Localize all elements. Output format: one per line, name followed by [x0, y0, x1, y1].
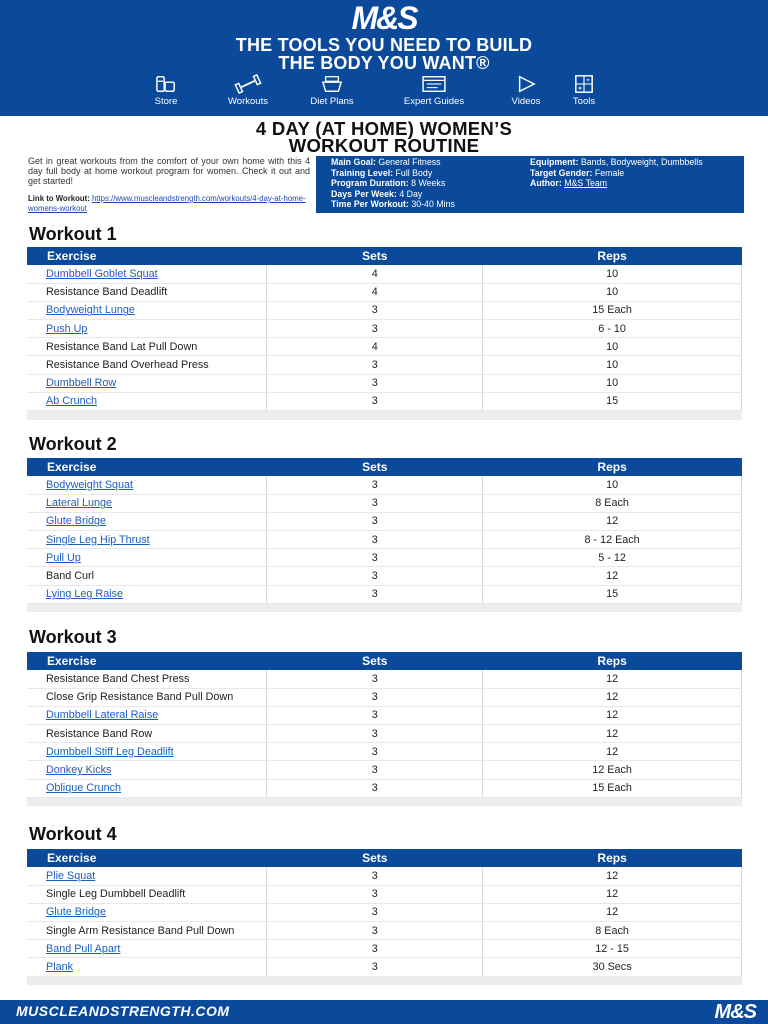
table-row [27, 885, 742, 903]
info-program-duration [331, 178, 531, 189]
reps-value: 12 [483, 743, 742, 761]
reps-value: 12 Each [483, 761, 742, 779]
sets-value: 3 [267, 779, 483, 797]
page-title-line-1: 4 DAY (AT HOME) WOMEN’S [255, 118, 513, 139]
nav-label-diet-plans: Diet Plans [310, 96, 354, 107]
info-column-left [331, 157, 531, 210]
nav-item-tools[interactable] [544, 74, 624, 107]
reps-value: 6 - 10 [483, 320, 742, 338]
sets-value: 3 [267, 688, 483, 706]
reps-value: 12 [483, 867, 742, 885]
info-program-duration-value: 8 Weeks [411, 178, 446, 189]
exercise-name[interactable]: Single Leg Hip Thrust [27, 531, 267, 549]
column-header-reps: Reps [483, 652, 742, 670]
info-program-duration-label: Program Duration: [331, 178, 409, 189]
spacer-cell [27, 411, 742, 420]
reps-value: 12 [483, 903, 742, 921]
reps-value: 12 [483, 688, 742, 706]
info-training-level-label: Training Level: [331, 167, 394, 178]
table-row [27, 338, 742, 356]
exercise-name: Single Leg Dumbbell Deadlift [27, 885, 267, 903]
workout-title: Workout 3 [29, 627, 117, 647]
exercise-name[interactable]: Bodyweight Lunge [27, 301, 267, 319]
exercise-name: Resistance Band Overhead Press [27, 356, 267, 374]
reps-value: 12 [483, 706, 742, 724]
exercise-name[interactable]: Oblique Crunch [27, 779, 267, 797]
dumbbell-icon [230, 74, 266, 94]
scale-icon [314, 74, 350, 94]
header-banner [0, 0, 768, 116]
workout-table [27, 849, 742, 985]
sets-value: 4 [267, 338, 483, 356]
sets-value: 3 [267, 867, 483, 885]
table-row [27, 688, 742, 706]
reps-value: 12 [483, 670, 742, 688]
tagline [0, 36, 768, 72]
table-row [27, 922, 742, 940]
info-author-link[interactable]: M&S Team [564, 178, 608, 189]
tagline-line-2: THE BODY YOU WANT® [278, 53, 490, 73]
store-icon [148, 74, 184, 94]
exercise-name[interactable]: Glute Bridge [27, 903, 267, 921]
reps-value: 8 Each [483, 494, 742, 512]
spacer-cell [27, 797, 742, 806]
reps-value: 10 [483, 356, 742, 374]
table-row [27, 549, 742, 567]
table-footer-spacer [27, 603, 742, 612]
sets-value: 3 [267, 356, 483, 374]
page-title [0, 120, 768, 154]
reps-value: 10 [483, 265, 742, 283]
table-row [27, 476, 742, 494]
reps-value: 15 Each [483, 779, 742, 797]
sets-value: 4 [267, 265, 483, 283]
sets-value: 3 [267, 549, 483, 567]
sets-value: 3 [267, 706, 483, 724]
nav-item-store[interactable] [126, 74, 206, 107]
column-header-sets: Sets [267, 652, 483, 670]
sets-value: 3 [267, 301, 483, 319]
nav-label-workouts: Workouts [228, 96, 268, 107]
exercise-name[interactable]: Bodyweight Squat [27, 476, 267, 494]
info-days-per-week-label: Days Per Week: [331, 188, 397, 199]
nav-label-videos: Videos [511, 96, 541, 107]
reps-value: 10 [483, 338, 742, 356]
table-header-row [27, 849, 742, 867]
reps-value: 15 [483, 585, 742, 603]
sets-value: 3 [267, 567, 483, 585]
workout-link[interactable]: https://www.muscleandstrength.com/workouts/4-day-at-home-womens-workout [28, 194, 306, 213]
column-header-sets: Sets [267, 247, 483, 265]
footer-site-link[interactable]: MUSCLEANDSTRENGTH.COM [16, 1003, 230, 1019]
sets-value: 3 [267, 761, 483, 779]
table-row [27, 320, 742, 338]
reps-value: 12 - 15 [483, 940, 742, 958]
workout-link-row [28, 194, 318, 214]
play-icon [508, 74, 544, 94]
sets-value: 3 [267, 476, 483, 494]
table-footer-spacer [27, 976, 742, 985]
table-row [27, 356, 742, 374]
table-header-row [27, 458, 742, 476]
nav-bar [140, 74, 630, 108]
page-title-line-2: WORKOUT ROUTINE [288, 135, 480, 156]
brand-logo[interactable]: M&S [351, 0, 417, 36]
table-row [27, 940, 742, 958]
info-equipment-label: Equipment: [530, 157, 579, 167]
calculator-icon [566, 74, 602, 94]
info-time-per-workout [331, 199, 531, 210]
spacer-cell [27, 603, 742, 612]
info-training-level-value: Full Body [395, 167, 433, 178]
table-row [27, 725, 742, 743]
info-author [530, 178, 730, 189]
sets-value: 3 [267, 494, 483, 512]
exercise-name: Band Curl [27, 567, 267, 585]
column-header-reps: Reps [483, 247, 742, 265]
footer-banner [0, 1000, 768, 1024]
info-training-level [331, 168, 531, 179]
exercise-name: Single Arm Resistance Band Pull Down [27, 922, 267, 940]
nav-label-tools: Tools [572, 96, 596, 107]
workout-table [27, 652, 742, 806]
exercise-name[interactable]: Push Up [27, 320, 267, 338]
column-header-exercise: Exercise [27, 849, 267, 867]
exercise-name[interactable]: Plank [27, 958, 267, 976]
exercise-name: Resistance Band Row [27, 725, 267, 743]
exercise-name[interactable]: Ab Crunch [27, 392, 267, 410]
reps-value: 10 [483, 476, 742, 494]
workout-title: Workout 4 [29, 824, 117, 844]
column-header-reps: Reps [483, 458, 742, 476]
exercise-name[interactable]: Donkey Kicks [27, 761, 267, 779]
exercise-name: Resistance Band Chest Press [27, 670, 267, 688]
workout-title: Workout 2 [29, 434, 117, 454]
info-time-per-workout-label: Time Per Workout: [331, 199, 409, 210]
column-header-sets: Sets [267, 849, 483, 867]
table-row [27, 670, 742, 688]
table-row [27, 301, 742, 319]
exercise-name[interactable]: Glute Bridge [27, 512, 267, 530]
workout-table [27, 247, 742, 420]
table-row [27, 779, 742, 797]
footer-logo[interactable]: M&S [714, 1001, 756, 1023]
table-footer-spacer [27, 411, 742, 420]
sets-value: 3 [267, 670, 483, 688]
sets-value: 3 [267, 531, 483, 549]
exercise-name[interactable]: Dumbbell Stiff Leg Deadlift [27, 743, 267, 761]
workout-table [27, 458, 742, 612]
table-row [27, 958, 742, 976]
info-days-per-week-value: 4 Day [399, 188, 423, 199]
sets-value: 3 [267, 512, 483, 530]
column-header-exercise: Exercise [27, 652, 267, 670]
sets-value: 3 [267, 585, 483, 603]
table-row [27, 903, 742, 921]
sets-value: 3 [267, 374, 483, 392]
info-author-label: Author: [530, 178, 562, 189]
exercise-name[interactable]: Lying Leg Raise [27, 585, 267, 603]
sets-value: 3 [267, 725, 483, 743]
exercise-name: Resistance Band Lat Pull Down [27, 338, 267, 356]
sets-value: 3 [267, 320, 483, 338]
reps-value: 8 Each [483, 922, 742, 940]
exercise-name: Close Grip Resistance Band Pull Down [27, 688, 267, 706]
workout-title: Workout 1 [29, 224, 117, 244]
tagline-line-1: THE TOOLS YOU NEED TO BUILD [235, 35, 533, 55]
column-header-sets: Sets [267, 458, 483, 476]
table-row [27, 761, 742, 779]
guide-icon [416, 74, 452, 94]
reps-value: 10 [483, 374, 742, 392]
exercise-name[interactable]: Dumbbell Row [27, 374, 267, 392]
sets-value: 3 [267, 922, 483, 940]
info-main-goal-label: Main Goal: [331, 157, 376, 167]
exercise-name[interactable]: Lateral Lunge [27, 494, 267, 512]
table-row [27, 494, 742, 512]
program-info-box [316, 156, 744, 213]
reps-value: 12 [483, 567, 742, 585]
exercise-name[interactable]: Pull Up [27, 549, 267, 567]
reps-value: 5 - 12 [483, 549, 742, 567]
info-target-gender-label: Target Gender: [530, 167, 593, 178]
column-header-exercise: Exercise [27, 247, 267, 265]
exercise-name: Resistance Band Deadlift [27, 283, 267, 301]
info-main-goal [331, 157, 531, 168]
table-header-row [27, 652, 742, 670]
nav-item-workouts[interactable] [208, 74, 288, 107]
info-days-per-week [331, 189, 531, 200]
exercise-name[interactable]: Dumbbell Lateral Raise [27, 706, 267, 724]
nav-label-store: Store [154, 96, 178, 107]
reps-value: 15 Each [483, 301, 742, 319]
info-time-per-workout-value: 30-40 Mins [411, 199, 455, 210]
reps-value: 30 Secs [483, 958, 742, 976]
table-row [27, 743, 742, 761]
table-row [27, 374, 742, 392]
sets-value: 3 [267, 885, 483, 903]
table-footer-spacer [27, 797, 742, 806]
reps-value: 8 - 12 Each [483, 531, 742, 549]
exercise-name[interactable]: Band Pull Apart [27, 940, 267, 958]
info-target-gender [530, 168, 730, 179]
table-row [27, 531, 742, 549]
info-main-goal-value: General Fitness [378, 157, 441, 167]
info-column-right [530, 157, 730, 189]
table-header-row [27, 247, 742, 265]
sets-value: 3 [267, 940, 483, 958]
table-row [27, 867, 742, 885]
exercise-name[interactable]: Plie Squat [27, 867, 267, 885]
exercise-name[interactable]: Dumbbell Goblet Squat [27, 265, 267, 283]
reps-value: 12 [483, 885, 742, 903]
info-target-gender-value: Female [594, 167, 625, 178]
table-row [27, 567, 742, 585]
table-row [27, 265, 742, 283]
sets-value: 3 [267, 392, 483, 410]
sets-value: 3 [267, 903, 483, 921]
workout-link-label: Link to Workout: [28, 194, 90, 203]
table-row [27, 512, 742, 530]
reps-value: 12 [483, 725, 742, 743]
reps-value: 15 [483, 392, 742, 410]
reps-value: 10 [483, 283, 742, 301]
table-row [27, 392, 742, 410]
sets-value: 3 [267, 958, 483, 976]
reps-value: 12 [483, 512, 742, 530]
intro-text: Get in great workouts from the comfort of your own home with this 4 day full body at home workout program for women. Check it out and get started! [28, 156, 310, 186]
info-equipment-value: Bands, Bodyweight, Dumbbells [580, 157, 703, 167]
sets-value: 3 [267, 743, 483, 761]
table-row [27, 283, 742, 301]
table-row [27, 585, 742, 603]
table-row [27, 706, 742, 724]
nav-item-expert-guides[interactable] [394, 74, 474, 107]
spacer-cell [27, 976, 742, 985]
nav-label-expert-guides: Expert Guides [403, 96, 465, 107]
info-equipment [530, 157, 730, 168]
nav-item-diet-plans[interactable] [292, 74, 372, 107]
column-header-exercise: Exercise [27, 458, 267, 476]
column-header-reps: Reps [483, 849, 742, 867]
sets-value: 4 [267, 283, 483, 301]
